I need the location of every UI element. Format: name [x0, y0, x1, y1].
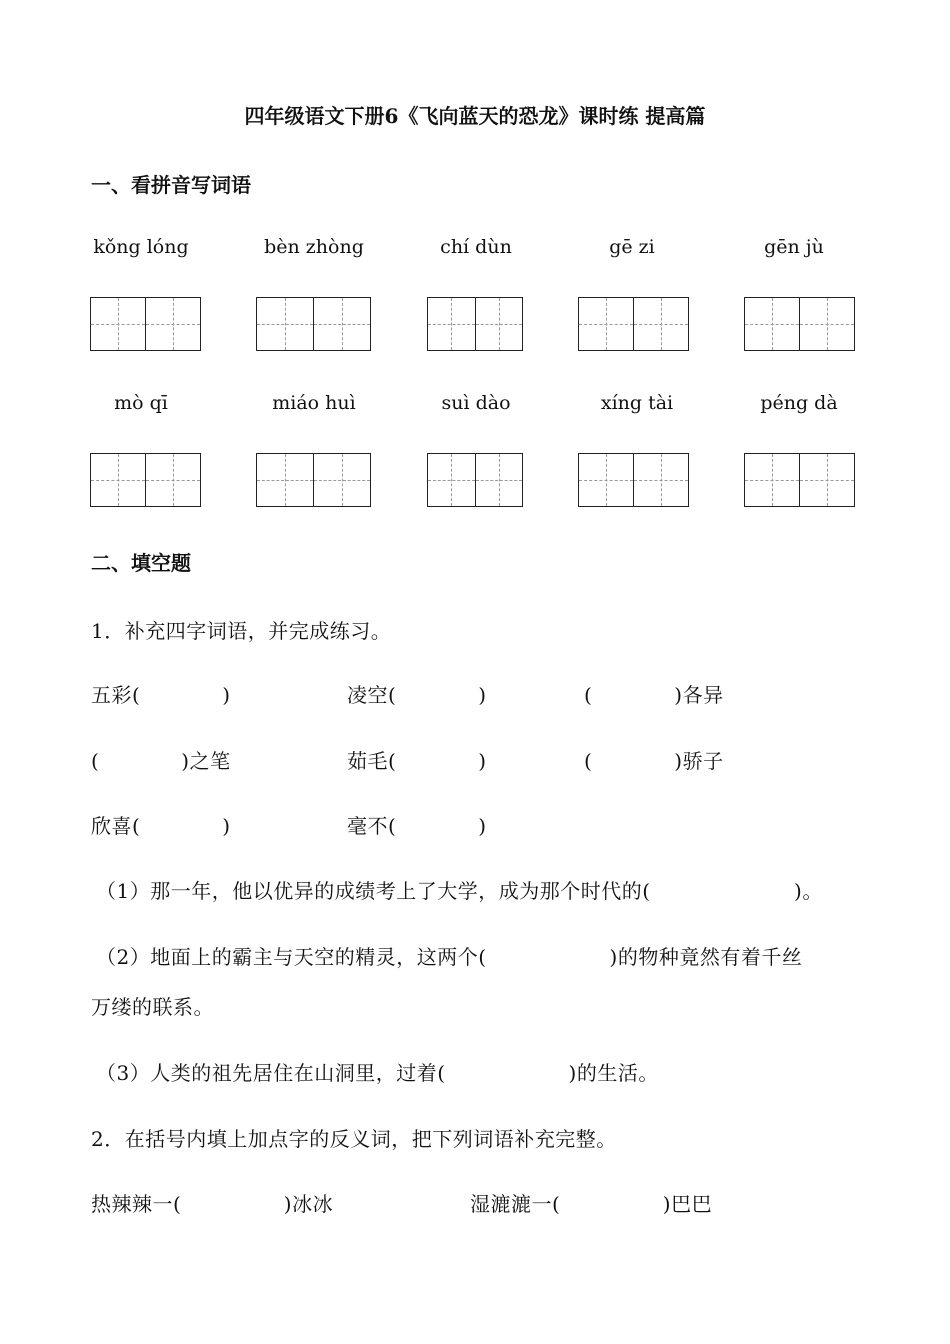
question-2-prompt: 2．在括号内填上加点字的反义词，把下列词语补充完整。	[91, 1127, 617, 1151]
writing-grid[interactable]	[744, 297, 855, 351]
grid-cell[interactable]	[145, 298, 200, 350]
antonym-blank[interactable]: 热辣辣一( )冰冰	[91, 1192, 334, 1216]
writing-grid[interactable]	[256, 297, 371, 351]
writing-grid[interactable]	[578, 453, 689, 507]
sentence-3[interactable]: （3）人类的祖先居住在山洞里，过着( )的生活。	[96, 1061, 659, 1085]
fill-blank-word[interactable]: 茹毛( )	[347, 749, 487, 773]
pinyin-label: chí dùn	[440, 236, 512, 258]
grid-cell[interactable]	[428, 298, 475, 350]
grid-cell[interactable]	[91, 454, 145, 506]
grid-cell[interactable]	[257, 298, 313, 350]
section-2-heading: 二、填空题	[91, 551, 191, 575]
fill-blank-word[interactable]: 五彩( )	[91, 683, 231, 707]
writing-grid[interactable]	[427, 453, 523, 507]
pinyin-label: kǒng lóng	[93, 236, 189, 258]
antonym-blank[interactable]: 湿漉漉一( )巴巴	[470, 1192, 713, 1216]
grid-cell[interactable]	[475, 298, 523, 350]
page-title: 四年级语文下册6《飞向蓝天的恐龙》课时练 提高篇	[244, 104, 706, 128]
grid-cell[interactable]	[579, 454, 633, 506]
grid-cell[interactable]	[799, 298, 854, 350]
sentence-1[interactable]: （1）那一年，他以优异的成绩考上了大学，成为那个时代的( )。	[96, 879, 823, 903]
grid-cell[interactable]	[745, 298, 799, 350]
section-1-heading: 一、看拼音写词语	[91, 173, 251, 197]
fill-blank-word[interactable]: 凌空( )	[347, 683, 487, 707]
grid-cell[interactable]	[633, 454, 688, 506]
writing-grid[interactable]	[427, 297, 523, 351]
writing-grid[interactable]	[256, 453, 371, 507]
fill-blank-word[interactable]: ( )骄子	[584, 749, 724, 773]
grid-cell[interactable]	[313, 298, 370, 350]
fill-blank-word[interactable]: ( )各异	[584, 683, 724, 707]
writing-grid[interactable]	[90, 453, 201, 507]
pinyin-label: miáo huì	[272, 392, 356, 414]
fill-blank-word[interactable]: 毫不( )	[347, 814, 487, 838]
grid-cell[interactable]	[257, 454, 313, 506]
grid-cell[interactable]	[475, 454, 523, 506]
writing-grid[interactable]	[744, 453, 855, 507]
pinyin-label: mò qī	[114, 392, 168, 414]
pinyin-label: gē zi	[609, 236, 655, 258]
pinyin-label: bèn zhòng	[264, 236, 364, 258]
grid-cell[interactable]	[313, 454, 370, 506]
grid-cell[interactable]	[633, 298, 688, 350]
grid-cell[interactable]	[579, 298, 633, 350]
writing-grid[interactable]	[578, 297, 689, 351]
writing-grid[interactable]	[90, 297, 201, 351]
fill-blank-word[interactable]: ( )之笔	[91, 749, 231, 773]
grid-cell[interactable]	[91, 298, 145, 350]
pinyin-label: suì dào	[441, 392, 511, 414]
grid-cell[interactable]	[799, 454, 854, 506]
pinyin-label: gēn jù	[764, 236, 824, 258]
sentence-2-continued: 万缕的联系。	[91, 995, 214, 1019]
question-1-prompt: 1．补充四字词语，并完成练习。	[91, 619, 392, 643]
grid-cell[interactable]	[428, 454, 475, 506]
pinyin-label: péng dà	[760, 392, 838, 414]
grid-cell[interactable]	[745, 454, 799, 506]
grid-cell[interactable]	[145, 454, 200, 506]
sentence-2[interactable]: （2）地面上的霸主与天空的精灵，这两个( )的物种竟然有着千丝	[96, 945, 803, 969]
pinyin-label: xíng tài	[600, 392, 674, 414]
fill-blank-word[interactable]: 欣喜( )	[91, 814, 231, 838]
